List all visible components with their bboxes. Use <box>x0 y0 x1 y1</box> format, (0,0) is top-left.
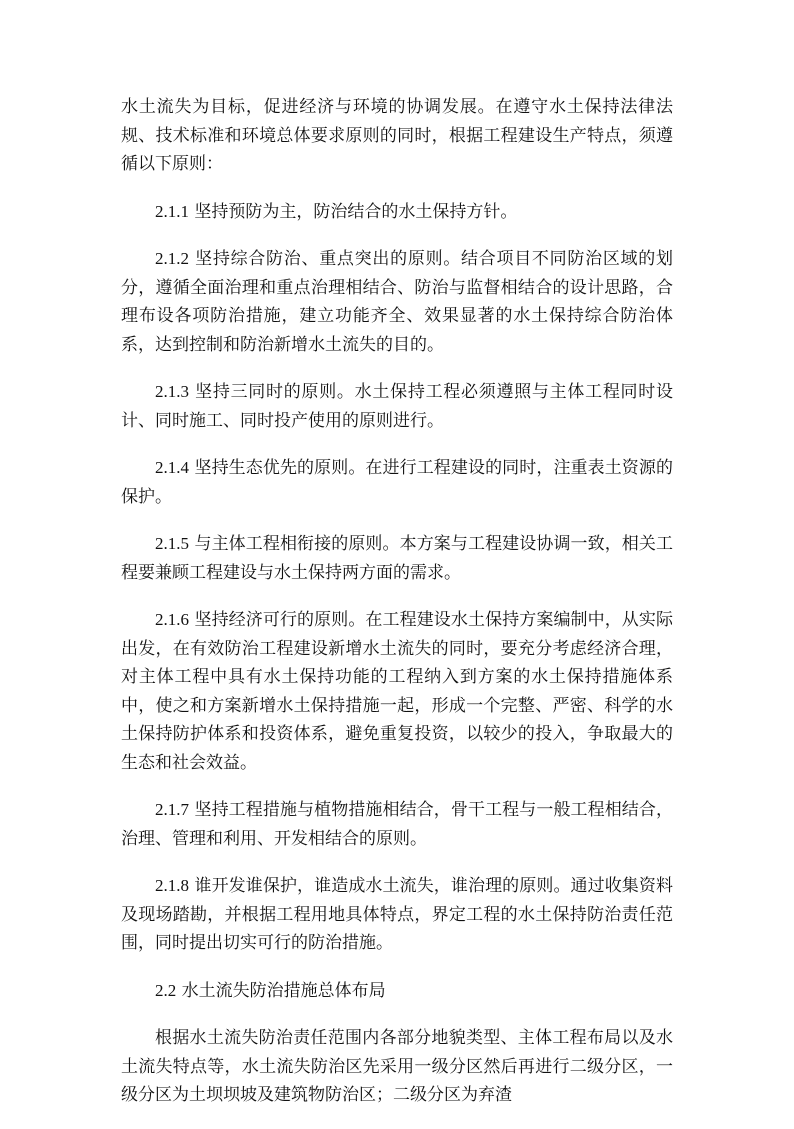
section-number: 2.1.6 <box>155 610 189 629</box>
paragraph-text: 坚持经济可行的原则。在工程建设水土保持方案编制中，从实际出发，在有效防治工程建设新增水土流失的同时，要充分考虑经济合理，对主体工程中具有水土保持功能的工程纳入到方案的水土保持措施体系中，使之和方案新增水土保持措施一起，形成一个完整、严密、科学的水土保持防护体系和投资体系，避免重复投资，以较少的投入，争取最大的生态和社会效益。 <box>121 610 673 773</box>
section-number: 2.1.8 <box>155 876 189 895</box>
section-number: 2.1.3 <box>155 382 189 401</box>
section-number: 2.1.1 <box>155 201 189 221</box>
section-number: 2.1.4 <box>155 458 189 477</box>
paragraph-2-1-4 <box>121 454 673 511</box>
section-number: 2.2 <box>155 980 177 1000</box>
paragraph-text: 谁开发谁保护，谁造成水土流失，谁治理的原则。通过收集资料及现场踏勘，并根据工程用地具体特点，界定工程的水土保持防治责任范围，同时提出切实可行的防治措施。 <box>121 876 673 953</box>
paragraph-text: 坚持预防为主，防治结合的水土保持方针。 <box>189 201 518 222</box>
paragraph-text: 坚持生态优先的原则。在进行工程建设的同时，注重表土资源的保护。 <box>121 458 673 507</box>
paragraph-text: 与主体工程相衔接的原则。本方案与工程建设协调一致，相关工程要兼顾工程建设与水土保持两方面的需求。 <box>121 534 673 583</box>
section-number: 2.1.2 <box>155 249 189 268</box>
paragraph-text: 坚持综合防治、重点突出的原则。结合项目不同防治区域的划分，遵循全面治理和重点治理相结合、防治与监督相结合的设计思路，合理布设各项防治措施，建立功能齐全、效果显著的水土保持综合防治体系，达到控制和防治新增水土流失的目的。 <box>121 249 673 355</box>
paragraph-2-1-8 <box>121 872 673 958</box>
paragraph-2-1-1 <box>121 198 673 227</box>
paragraph-text: 坚持工程措施与植物措施相结合，骨干工程与一般工程相结合，治理、管理和利用、开发相结合的原则。 <box>121 800 673 849</box>
section-number: 2.1.5 <box>155 534 189 553</box>
paragraph-2-1-2 <box>121 245 673 359</box>
document-body <box>121 93 673 1129</box>
paragraph-layout <box>121 1024 673 1110</box>
paragraph-2-1-5 <box>121 530 673 587</box>
section-heading-2-2 <box>121 977 673 1006</box>
paragraph-text: 根据水土流失防治责任范围内各部分地貌类型、主体工程布局以及水土流失特点等，水土流失防治区先采用一级分区然后再进行二级分区，一级分区为土坝坝坡及建筑物防治区；二级分区为弃渣 <box>121 1028 673 1105</box>
paragraph-text: 水土流失为目标，促进经济与环境的协调发展。在遵守水土保持法律法规、技术标准和环境总体要求原则的同时，根据工程建设生产特点，须遵循以下原则： <box>121 97 673 174</box>
section-heading-text: 水土流失防治措施总体布局 <box>176 980 386 1001</box>
paragraph-2-1-7 <box>121 796 673 853</box>
section-number: 2.1.7 <box>155 800 189 819</box>
paragraph-2-1-3 <box>121 378 673 435</box>
paragraph-intro <box>121 93 673 179</box>
paragraph-2-1-6 <box>121 606 673 777</box>
paragraph-text: 坚持三同时的原则。水土保持工程必须遵照与主体工程同时设计、同时施工、同时投产使用的原则进行。 <box>121 382 673 431</box>
